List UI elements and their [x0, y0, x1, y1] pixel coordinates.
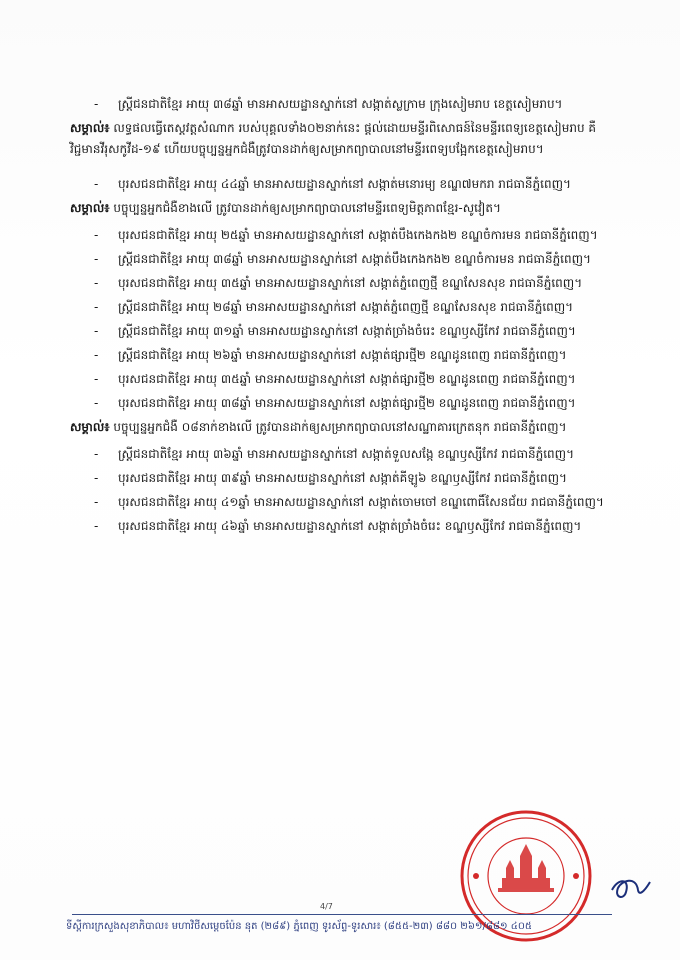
note-paragraph [70, 118, 624, 160]
list-dash: - [94, 324, 99, 338]
case-text: បុរសជនជាតិខ្មែរ អាយុ ៤១ឆ្នាំ មានអាសយដ្ឋានស្នាក់នៅ សង្កាត់ចោមចៅ ខណ្ឌពោធិ៍សែនជ័យ រាជធានីភ្នំពេញ។ [118, 495, 604, 509]
list-dash: - [94, 396, 99, 410]
list-item [94, 174, 624, 195]
case-text: ស្ត្រីជនជាតិខ្មែរ អាយុ ៣៨ឆ្នាំ មានអាសយដ្ឋានស្នាក់នៅ សង្កាត់ស្លក្រាម ក្រុងសៀមរាប ខេត្តសៀមរាប។ [118, 97, 563, 111]
list-item [94, 492, 624, 513]
note-text: បច្ចុប្បន្នអ្នកជំងឺខាងលើ ត្រូវបានដាក់ឲ្យសម្រាកព្យាបាលនៅមន្ទីរពេទ្យមិត្តភាពខ្មែរ-សូវៀត។ [109, 201, 501, 215]
page-number: 4/7 [320, 902, 333, 911]
list-item [94, 297, 624, 318]
list-dash: - [94, 447, 99, 461]
list-item [94, 345, 624, 366]
case-text: ស្ត្រីជនជាតិខ្មែរ អាយុ ៣៦ឆ្នាំ មានអាសយដ្ឋានស្នាក់នៅ សង្កាត់ទួលសង្កែ ខណ្ឌឫស្សីកែវ រាជធានីភ្នំពេញ។ [118, 447, 575, 461]
list-dash: - [94, 471, 99, 485]
document-body [70, 94, 624, 540]
case-text: ស្ត្រីជនជាតិខ្មែរ អាយុ ៣១ឆ្នាំ មានអាសយដ្ឋានស្នាក់នៅ សង្កាត់ច្រាំងចំរេះ ខណ្ឌឫស្សីកែវ រាជធានីភ្នំពេញ។ [118, 324, 576, 338]
list-dash: - [94, 372, 99, 386]
note-paragraph [70, 198, 624, 219]
case-text: ស្ត្រីជនជាតិខ្មែរ អាយុ ២៨ឆ្នាំ មានអាសយដ្ឋានស្នាក់នៅ សង្កាត់ភ្នំពេញថ្មី ខណ្ឌសែនសុខ រាជធានីភ្នំពេញ។ [118, 300, 574, 314]
list-dash: - [94, 97, 99, 111]
list-item [94, 273, 624, 294]
list-dash: - [94, 177, 99, 191]
note-text: បច្ចុប្បន្នអ្នកជំងឺ ០៨នាក់ខាងលើ ត្រូវបានដាក់ឲ្យសម្រាកព្យាបាលនៅសណ្ឋាគារក្រេតនុក រាជធានីភ្នំពេញ។ [109, 420, 567, 434]
list-item [94, 225, 624, 246]
list-dash: - [94, 495, 99, 509]
list-dash: - [94, 276, 99, 290]
case-text: ស្ត្រីជនជាតិខ្មែរ អាយុ ៣៨ឆ្នាំ មានអាសយដ្ឋានស្នាក់នៅ សង្កាត់បឹងកេងកង២ ខណ្ឌចំការមន រាជធានីភ្នំពេញ។ [118, 252, 591, 266]
note-text: លទ្ធផលធ្វើតេស្តវត្តសំណាក របស់បុគ្គលទាំង០២នាក់នេះ ផ្តល់ដោយមន្ទីរពិសោធន៍នៃមន្ទីរពេទ្យខេត្តសៀមរាប គឺ វិជ្ជមានវីរុសកូវីដ-១៩ ហើយបច្ចុប្បន្នអ្នកជំងឺត្រូវបានដាក់ឲ្យសម្រាកព្យាបាលនៅមន្ទីរពេទ្យបង្អែកខេត្តសៀមរាប។ [70, 121, 597, 156]
list-dash: - [94, 348, 99, 362]
note-label: សម្គាល់៖ [70, 420, 110, 434]
signature [608, 870, 654, 904]
footer-address: ទីស្តីការក្រសួងសុខាភិបាល៖ មហាវិថីសម្តេចប៉ែន នុត (២៨៩) ភ្នំពេញ ទូរស័ព្ទ-ទូរសារ៖ (៨៥៥-២៣) ៨៨០ ២៦១/៨៨១ ៤០៥ [66, 921, 532, 932]
list-item [94, 393, 624, 414]
note-label: សម្គាល់៖ [70, 201, 110, 215]
case-text: ស្ត្រីជនជាតិខ្មែរ អាយុ ២៦ឆ្នាំ មានអាសយដ្ឋានស្នាក់នៅ សង្កាត់ផ្សារថ្មី២ ខណ្ឌដូនពេញ រាជធានីភ្នំពេញ។ [118, 348, 567, 362]
list-item [94, 249, 624, 270]
list-dash: - [94, 252, 99, 266]
list-dash: - [94, 300, 99, 314]
note-label: សម្គាល់៖ [70, 121, 110, 135]
list-dash: - [94, 228, 99, 242]
case-text: បុរសជនជាតិខ្មែរ អាយុ ៤៤ឆ្នាំ មានអាសយដ្ឋានស្នាក់នៅ សង្កាត់មនោរម្យ ខណ្ឌ៧មករា រាជធានីភ្នំពេញ។ [118, 177, 571, 191]
list-dash: - [94, 519, 99, 533]
note-paragraph [70, 417, 624, 438]
list-item [94, 321, 624, 342]
list-item [94, 94, 624, 115]
case-text: បុរសជនជាតិខ្មែរ អាយុ ៤៦ឆ្នាំ មានអាសយដ្ឋានស្នាក់នៅ សង្កាត់ច្រាំងចំរេះ ខណ្ឌឫស្សីកែវ រាជធានីភ្នំពេញ។ [118, 519, 582, 533]
footer-divider [72, 914, 612, 915]
list-item [94, 369, 624, 390]
case-text: បុរសជនជាតិខ្មែរ អាយុ ៣៥ឆ្នាំ មានអាសយដ្ឋានស្នាក់នៅ សង្កាត់ផ្សារថ្មី២ ខណ្ឌដូនពេញ រាជធានីភ្នំពេញ។ [118, 372, 576, 386]
case-text: បុរសជនជាតិខ្មែរ អាយុ ៣៩ឆ្នាំ មានអាសយដ្ឋានស្នាក់នៅ សង្កាត់គីឡូ៦ ខណ្ឌឫស្សីកែវ រាជធានីភ្នំពេញ។ [118, 471, 567, 485]
list-item [94, 444, 624, 465]
case-text: បុរសជនជាតិខ្មែរ អាយុ ២៥ឆ្នាំ មានអាសយដ្ឋានស្នាក់នៅ សង្កាត់បឹងកេងកង២ ខណ្ឌចំការមន រាជធានីភ្នំពេញ។ [118, 228, 598, 242]
case-text: បុរសជនជាតិខ្មែរ អាយុ ៣៨ឆ្នាំ មានអាសយដ្ឋានស្នាក់នៅ សង្កាត់ផ្សារថ្មី២ ខណ្ឌដូនពេញ រាជធានីភ្នំពេញ។ [118, 396, 576, 410]
list-item [94, 468, 624, 489]
list-item [94, 516, 624, 537]
case-text: បុរសជនជាតិខ្មែរ អាយុ ៣៥ឆ្នាំ មានអាសយដ្ឋានស្នាក់នៅ សង្កាត់ភ្នំពេញថ្មី ខណ្ឌសែនសុខ រាជធានីភ្នំពេញ។ [118, 276, 583, 290]
